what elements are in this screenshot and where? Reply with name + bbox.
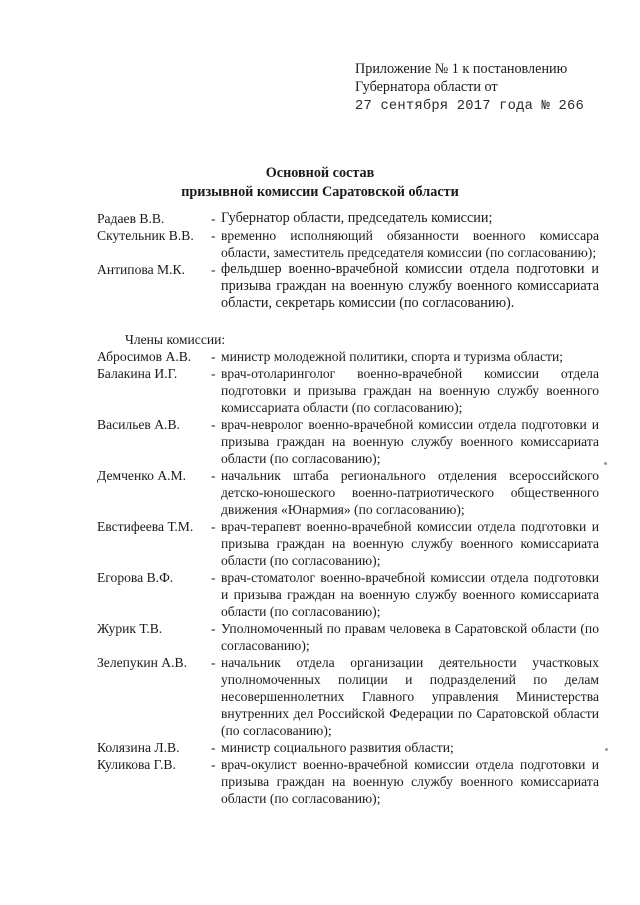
dash-separator: - (211, 228, 216, 243)
dash-separator: - (211, 740, 216, 755)
person-name: Колязина Л.В. (97, 740, 180, 755)
person-role: Губернатор области, председатель комиссии; (221, 210, 493, 226)
member-row (97, 569, 599, 620)
person-name: Журик Т.В. (97, 621, 163, 636)
person-role: фельдшер военно-врачебной комиссии отдела подготовки и призыва граждан на военную службу военного комиссариата области, секретарь комиссии (по согласованию). (221, 261, 599, 311)
person-name: Евстифеева Т.М. (97, 519, 194, 534)
appendix-date-stamp: 27 сентября 2017 года № 266 (355, 99, 584, 114)
member-row (97, 518, 599, 569)
leadership-row (97, 227, 599, 261)
person-name: Балакина И.Г. (97, 366, 178, 381)
dash-separator: - (211, 570, 216, 585)
dash-separator: - (211, 655, 216, 670)
member-row (97, 739, 599, 756)
person-role: министр социального развития области; (221, 740, 454, 755)
person-name: Демченко А.М. (97, 468, 187, 483)
scan-speck (604, 462, 607, 465)
person-role: Уполномоченный по правам человека в Саратовской области (по согласованию); (221, 621, 599, 653)
dash-separator: - (211, 211, 216, 226)
member-row (97, 365, 599, 416)
dash-separator: - (211, 468, 216, 483)
dash-separator: - (211, 366, 216, 381)
appendix-header (355, 60, 584, 116)
commission-roster (97, 210, 599, 807)
person-role: врач-невролог военно-врачебной комиссии отдела подготовки и призыва граждан на военную службу военного комиссариата области (по согласованию); (221, 417, 599, 466)
member-row (97, 348, 599, 365)
title-line-2: призывной комиссии Саратовской области (181, 184, 459, 200)
member-row (97, 756, 599, 807)
dash-separator: - (211, 417, 216, 432)
person-name: Васильев А.В. (97, 417, 180, 432)
person-name: Радаев В.В. (97, 211, 165, 226)
person-role: начальник отдела организации деятельности участковых уполномоченных полиции и подразделений по делам несовершеннолетних Главного управления Министерства внутренних дел Российской Федерации по Саратовской области (по согласованию); (221, 655, 599, 738)
appendix-line-1: Приложение № 1 к постановлению (355, 61, 568, 77)
section-spacer (97, 312, 599, 331)
member-row (97, 620, 599, 654)
dash-separator: - (211, 757, 216, 772)
person-name: Куликова Г.В. (97, 757, 176, 772)
person-role: врач-терапевт военно-врачебной комиссии отдела подготовки и призыва граждан на военную службу военного комиссариата области (по согласованию); (221, 519, 599, 568)
leadership-row (97, 210, 599, 227)
person-role: временно исполняющий обязанности военного комиссара области, заместитель председателя комиссии (по согласованию); (221, 228, 599, 260)
dash-separator: - (211, 349, 216, 364)
members-heading: Члены комиссии: (125, 332, 226, 347)
leadership-row (97, 261, 599, 312)
member-row (97, 416, 599, 467)
person-role: врач-отоларинголог военно-врачебной комиссии отдела подготовки и призыва граждан на военную службу военного комиссариата области (по согласованию); (221, 366, 599, 415)
person-role: врач-стоматолог военно-врачебной комиссии отдела подготовки и призыва граждан на военную службу военного комиссариата области (по согласованию); (221, 570, 599, 619)
person-name: Антипова М.К. (97, 262, 186, 277)
person-role: министр молодежной политики, спорта и туризма области; (221, 349, 564, 364)
person-name: Скутельник В.В. (97, 228, 194, 243)
dash-separator: - (211, 262, 216, 277)
title-line-1: Основной состав (265, 165, 375, 181)
person-role: врач-окулист военно-врачебной комиссии отдела подготовки и призыва граждан на военную службу военного комиссариата области (по согласованию); (221, 757, 599, 806)
person-name: Абросимов А.В. (97, 349, 192, 364)
member-row (97, 654, 599, 739)
member-row (97, 467, 599, 518)
person-role: начальник штаба регионального отделения всероссийского детско-юношеского военно-патриотического общественного движения «Юнармия» (по согласованию); (221, 468, 599, 517)
person-name: Егорова В.Ф. (97, 570, 174, 585)
appendix-line-2: Губернатора области от (355, 79, 498, 95)
dash-separator: - (211, 519, 216, 534)
document-title (0, 164, 640, 202)
person-name: Зелепукин А.В. (97, 655, 187, 670)
scan-speck (605, 748, 608, 751)
dash-separator: - (211, 621, 216, 636)
